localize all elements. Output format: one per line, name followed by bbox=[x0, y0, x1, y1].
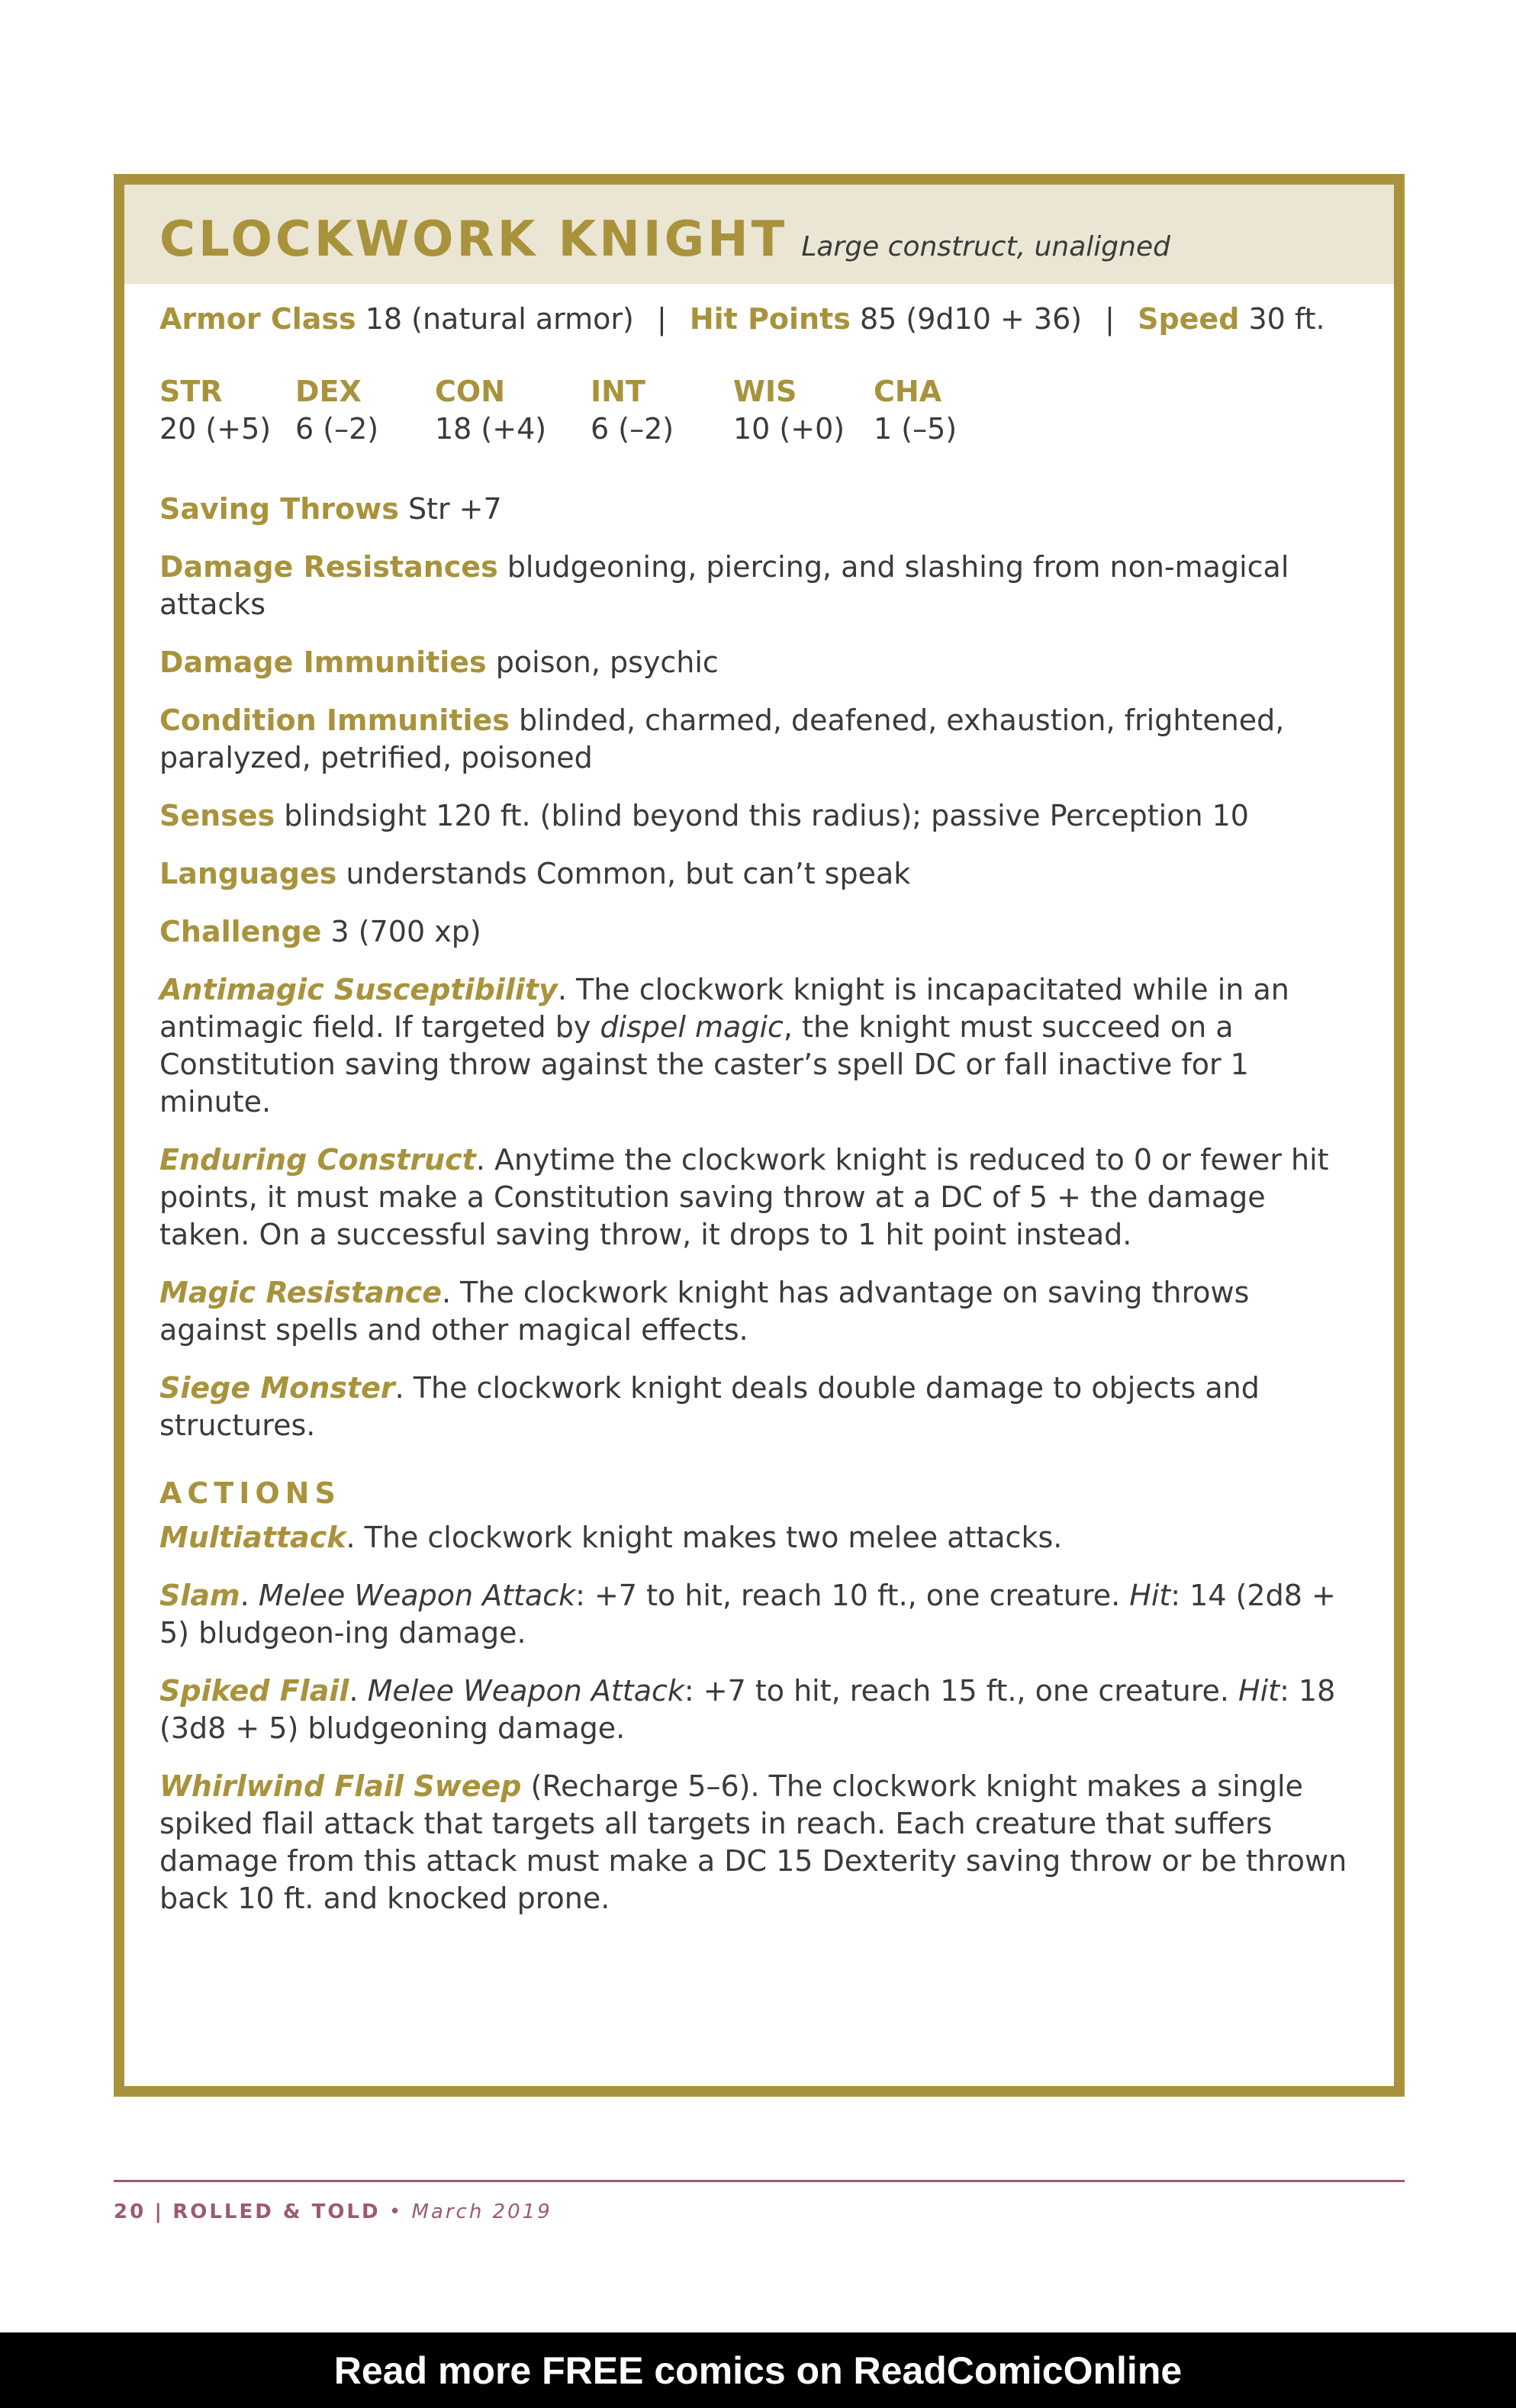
ability-value: 18 (+4) bbox=[435, 412, 547, 446]
action-text: : +7 to hit, reach 10 ft., one creature. bbox=[575, 1579, 1130, 1612]
hp-value: 85 (9d10 + 36) bbox=[859, 302, 1083, 336]
ability-int bbox=[591, 373, 733, 448]
action-text: : +7 to hit, reach 15 ft., one creature. bbox=[684, 1674, 1239, 1708]
property-senses bbox=[159, 797, 1359, 835]
property-text: poison, psychic bbox=[495, 645, 719, 679]
promo-banner[interactable] bbox=[0, 2332, 1516, 2408]
ability-cha bbox=[874, 373, 957, 448]
trait-antimagic-susceptibility bbox=[159, 971, 1359, 1121]
trait-name: Magic Resistance bbox=[159, 1276, 442, 1309]
action-hit-label: Hit bbox=[1238, 1674, 1280, 1708]
trait-name: Enduring Construct bbox=[159, 1143, 476, 1177]
trait-spell-name: dispel magic bbox=[600, 1010, 784, 1044]
footer-rule bbox=[114, 2180, 1405, 2182]
stat-block-header bbox=[124, 185, 1394, 284]
ability-con bbox=[435, 373, 591, 448]
property-text: blindsight 120 ft. (blind beyond this radius); passive Perception 10 bbox=[284, 799, 1249, 832]
ac-value: 18 (natural armor) bbox=[365, 302, 634, 336]
actions-heading: ACTIONS bbox=[159, 1476, 341, 1510]
action-attack-type: Melee Weapon Attack bbox=[367, 1674, 684, 1708]
action-text: . The clockwork knight makes two melee attacks. bbox=[346, 1521, 1063, 1554]
ability-value: 6 (–2) bbox=[295, 412, 379, 446]
action-attack-type: Melee Weapon Attack bbox=[258, 1579, 576, 1612]
footer-bar: | bbox=[154, 2200, 164, 2223]
ability-label: DEX bbox=[295, 375, 362, 408]
core-stats-line bbox=[159, 301, 1359, 338]
ability-value: 10 (+0) bbox=[733, 412, 845, 446]
ability-value: 20 (+5) bbox=[159, 412, 272, 446]
action-name: Whirlwind Flail Sweep bbox=[159, 1769, 522, 1803]
footer-bullet: • bbox=[388, 2200, 404, 2223]
trait-name: Antimagic Susceptibility bbox=[159, 973, 558, 1006]
trait-magic-resistance bbox=[159, 1274, 1359, 1349]
actions-list bbox=[159, 1519, 1359, 1917]
trait-siege-monster bbox=[159, 1370, 1359, 1444]
property-label: Challenge bbox=[159, 915, 322, 948]
monster-type: Large construct, unaligned bbox=[801, 231, 1170, 262]
action-text: . bbox=[349, 1674, 368, 1708]
monster-name: CLOCKWORK KNIGHT bbox=[159, 211, 788, 268]
trait-name: Siege Monster bbox=[159, 1371, 395, 1405]
action-multiattack bbox=[159, 1519, 1359, 1557]
traits-list bbox=[159, 971, 1359, 1444]
magazine-title: ROLLED & TOLD bbox=[172, 2200, 381, 2223]
speed-value: 30 ft. bbox=[1248, 302, 1325, 336]
action-hit-label: Hit bbox=[1129, 1579, 1171, 1612]
property-damage-immunities bbox=[159, 644, 1359, 681]
ability-scores bbox=[159, 373, 1359, 448]
trait-text: . Anytime the clockwork knight is reduced to 0 or fewer hit points, it must make a Constitution saving throw at a DC of 5 + the damage taken. On a successful saving throw, it drops to 1 hit point instead. bbox=[159, 1143, 1329, 1251]
property-challenge bbox=[159, 913, 1359, 951]
property-label: Damage Resistances bbox=[159, 550, 498, 584]
action-spiked-flail bbox=[159, 1672, 1359, 1747]
ac-label: Armor Class bbox=[159, 302, 356, 336]
action-name: Multiattack bbox=[159, 1521, 346, 1554]
property-label: Languages bbox=[159, 857, 337, 890]
stat-block-card bbox=[114, 174, 1405, 2097]
property-saving-throws bbox=[159, 491, 1359, 528]
ability-label: WIS bbox=[733, 375, 797, 408]
hp-label: Hit Points bbox=[689, 302, 851, 336]
ability-value: 6 (–2) bbox=[591, 412, 674, 446]
stat-block-body bbox=[124, 301, 1394, 1917]
ability-label: CON bbox=[435, 375, 505, 408]
property-condition-immunities bbox=[159, 702, 1359, 777]
action-text: : 18 (3d8 + 5) bludgeoning damage. bbox=[159, 1674, 1336, 1745]
action-text: : 14 (2d8 + 5) bludgeon-ing damage. bbox=[159, 1579, 1336, 1650]
property-label: Condition Immunities bbox=[159, 703, 510, 737]
property-languages bbox=[159, 855, 1359, 893]
page-footer bbox=[114, 2200, 552, 2223]
speed-label: Speed bbox=[1138, 302, 1240, 336]
properties-list bbox=[159, 491, 1359, 951]
page-number: 20 bbox=[114, 2200, 146, 2223]
property-text: Str +7 bbox=[407, 492, 502, 526]
trait-text: . The clockwork knight deals double damage to objects and structures. bbox=[159, 1371, 1260, 1442]
property-text: understands Common, but can’t speak bbox=[346, 857, 911, 890]
property-damage-resistances bbox=[159, 549, 1359, 623]
trait-enduring-construct bbox=[159, 1141, 1359, 1254]
property-label: Senses bbox=[159, 799, 275, 832]
issue-date: March 2019 bbox=[411, 2200, 552, 2223]
action-text: . bbox=[240, 1579, 259, 1612]
ability-label: CHA bbox=[874, 375, 942, 408]
separator: | bbox=[656, 302, 667, 336]
ability-str bbox=[159, 373, 295, 448]
ability-wis bbox=[733, 373, 874, 448]
trait-text: . The clockwork knight has advantage on saving throws against spells and other magical effects. bbox=[159, 1276, 1250, 1347]
property-label: Saving Throws bbox=[159, 492, 399, 526]
trait-text: , the knight must succeed on a Constitution saving throw against the caster’s spell DC or fall inactive for 1 minute. bbox=[159, 1010, 1249, 1119]
action-whirlwind-flail-sweep bbox=[159, 1768, 1359, 1917]
ability-value: 1 (–5) bbox=[874, 412, 958, 446]
property-text: bludgeoning, piercing, and slashing from non-magical attacks bbox=[159, 550, 1289, 621]
separator: | bbox=[1105, 302, 1115, 336]
action-name: Slam bbox=[159, 1579, 240, 1612]
action-name: Spiked Flail bbox=[159, 1674, 349, 1708]
ability-label: INT bbox=[591, 375, 645, 408]
trait-text: . The clockwork knight is incapacitated while in an antimagic field. If targeted by bbox=[159, 973, 1289, 1044]
property-text: blinded, charmed, deafened, exhaustion, frightened, paralyzed, petrified, poisoned bbox=[159, 703, 1285, 774]
ability-dex bbox=[295, 373, 435, 448]
action-text: (Recharge 5–6). The clockwork knight makes a single spiked flail attack that targets all targets in reach. Each creature that suffers damage from this attack must make a DC 15 Dexterity saving throw or be thrown back 10 ft. and knocked prone. bbox=[159, 1769, 1347, 1915]
property-label: Damage Immunities bbox=[159, 645, 487, 679]
promo-banner-text[interactable]: Read more FREE comics on ReadComicOnline bbox=[333, 2348, 1183, 2392]
property-text: 3 (700 xp) bbox=[330, 915, 481, 948]
ability-label: STR bbox=[159, 375, 223, 408]
action-slam bbox=[159, 1577, 1359, 1652]
